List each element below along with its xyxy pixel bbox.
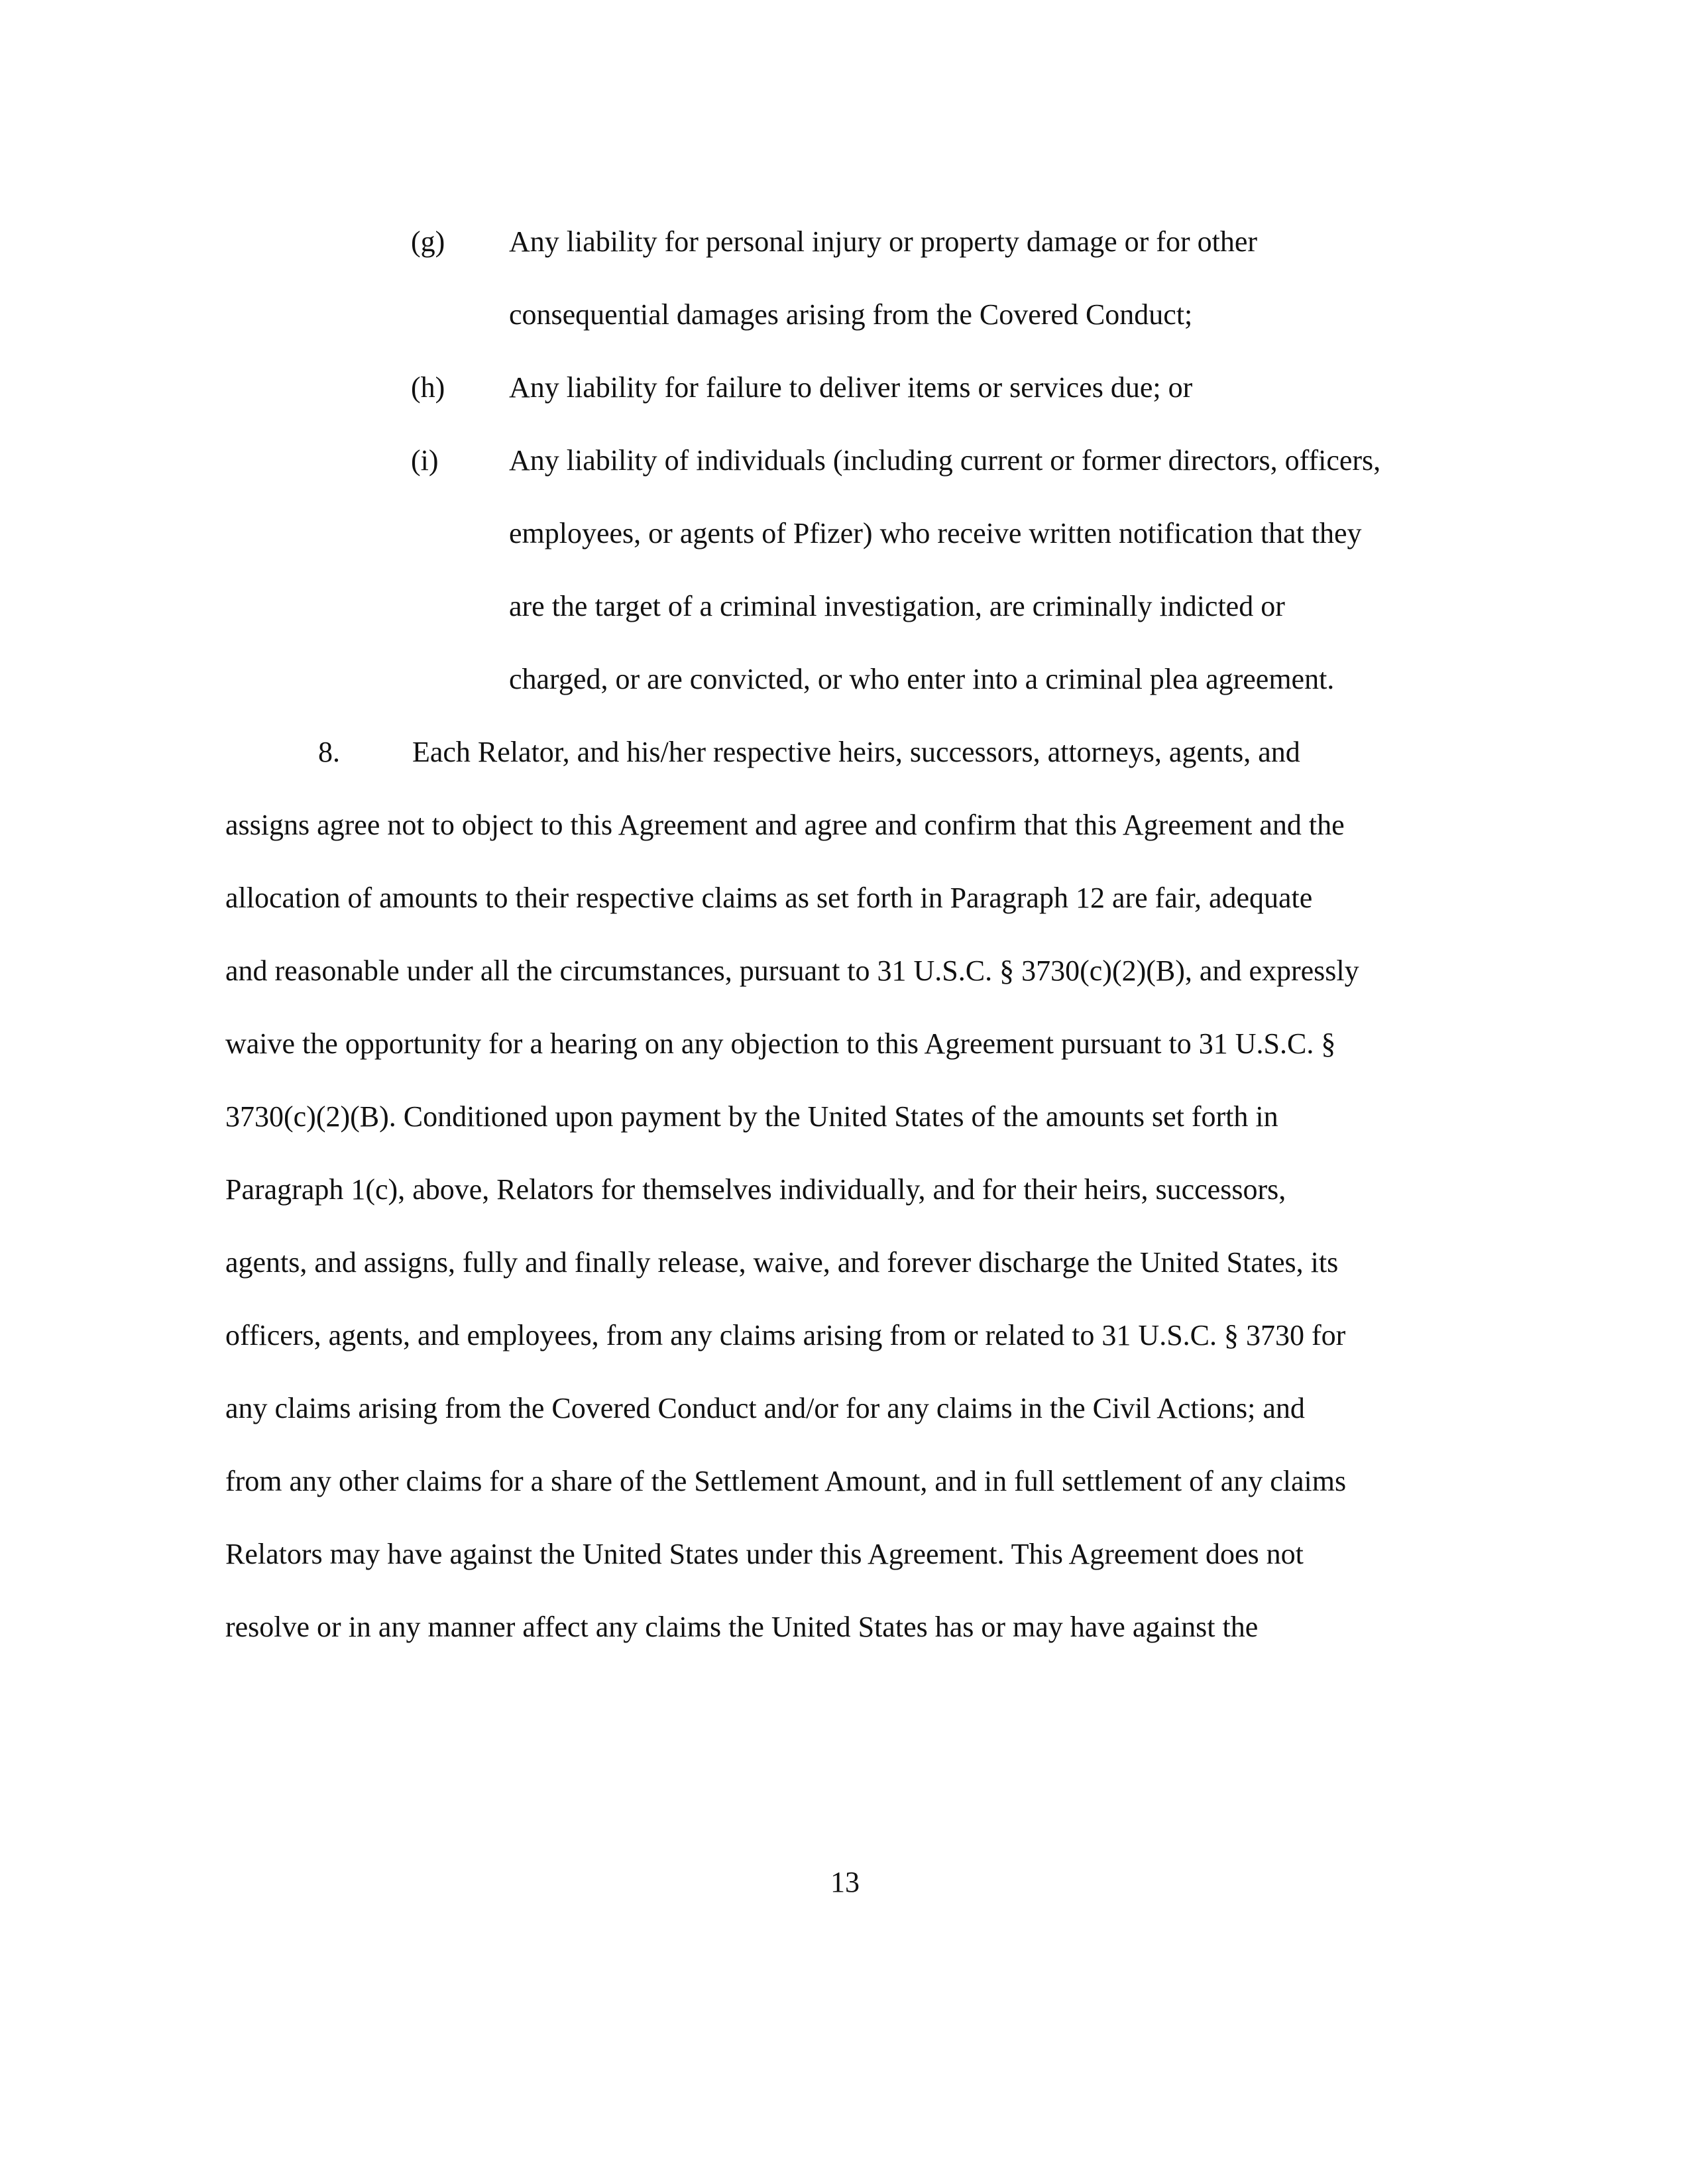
paragraph-line: 3730(c)(2)(B). Conditioned upon payment by the United States of the amounts set forth in [225, 1100, 1278, 1133]
paragraph-line: Relators may have against the United States under this Agreement. This Agreement does not [225, 1538, 1304, 1570]
paragraph-line: agents, and assigns, fully and finally release, waive, and forever discharge the United States, its [225, 1246, 1339, 1279]
item-marker: (g) [411, 225, 445, 258]
paragraph-line: assigns agree not to object to this Agreement and agree and confirm that this Agreement and the [225, 809, 1345, 841]
paragraph-line: Each Relator, and his/her respective heirs, successors, attorneys, agents, and [412, 736, 1300, 768]
paragraph-line: waive the opportunity for a hearing on any objection to this Agreement pursuant to 31 U.S.C. § [225, 1027, 1336, 1060]
item-line: employees, or agents of Pfizer) who receive written notification that they [509, 517, 1362, 549]
item-line: Any liability for personal injury or property damage or for other [509, 225, 1258, 258]
item-marker: (h) [411, 371, 445, 404]
paragraph-line: Paragraph 1(c), above, Relators for themselves individually, and for their heirs, successors, [225, 1173, 1286, 1206]
paragraph-line: allocation of amounts to their respective claims as set forth in Paragraph 12 are fair, adequate [225, 882, 1313, 914]
paragraph-line: resolve or in any manner affect any claims the United States has or may have against the [225, 1611, 1259, 1643]
item-line: are the target of a criminal investigation, are criminally indicted or [509, 590, 1285, 622]
paragraph-number: 8. [318, 736, 340, 768]
item-line: Any liability for failure to deliver items or services due; or [509, 371, 1193, 404]
paragraph-line: any claims arising from the Covered Conduct and/or for any claims in the Civil Actions; and [225, 1392, 1305, 1424]
paragraph-line: officers, agents, and employees, from any claims arising from or related to 31 U.S.C. § 3730 for [225, 1319, 1346, 1351]
paragraph-line: from any other claims for a share of the Settlement Amount, and in full settlement of any claims [225, 1465, 1347, 1497]
page-number: 13 [830, 1866, 860, 1898]
paragraph-line: and reasonable under all the circumstances, pursuant to 31 U.S.C. § 3730(c)(2)(B), and expressly [225, 954, 1359, 987]
item-line: Any liability of individuals (including current or former directors, officers, [509, 444, 1381, 477]
item-line: consequential damages arising from the Covered Conduct; [509, 298, 1193, 331]
item-line: charged, or are convicted, or who enter into a criminal plea agreement. [509, 663, 1335, 695]
item-marker: (i) [411, 444, 439, 477]
